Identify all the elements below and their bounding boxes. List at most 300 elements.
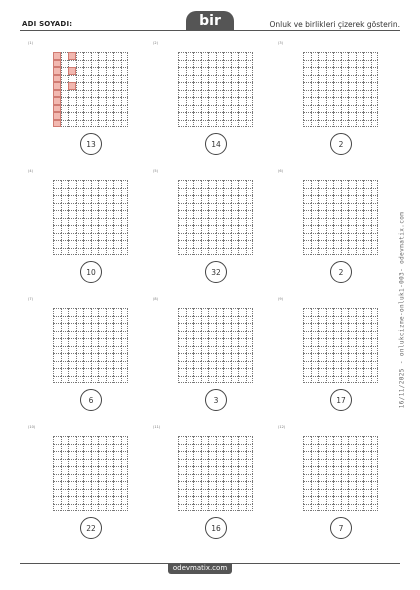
grid-cell[interactable] bbox=[238, 481, 246, 489]
grid-cell[interactable] bbox=[326, 316, 334, 324]
grid-cell[interactable] bbox=[83, 436, 91, 444]
grid-cell[interactable] bbox=[53, 188, 61, 196]
grid-cell[interactable] bbox=[348, 188, 356, 196]
grid-cell[interactable] bbox=[246, 368, 254, 376]
grid-cell[interactable] bbox=[193, 112, 201, 120]
grid-cell[interactable] bbox=[341, 316, 349, 324]
grid-cell[interactable] bbox=[68, 346, 76, 354]
grid-cell[interactable] bbox=[68, 97, 76, 105]
grid-cell[interactable] bbox=[356, 180, 364, 188]
grid-cell[interactable] bbox=[216, 466, 224, 474]
grid-cell[interactable] bbox=[238, 97, 246, 105]
grid-cell[interactable] bbox=[201, 451, 209, 459]
grid-cell[interactable] bbox=[303, 203, 311, 211]
grid-cell[interactable] bbox=[76, 466, 84, 474]
grid-cell[interactable] bbox=[53, 444, 61, 452]
grid-cell[interactable] bbox=[193, 82, 201, 90]
grid-cell[interactable] bbox=[201, 316, 209, 324]
grid-cell[interactable] bbox=[371, 75, 379, 83]
grid-cell[interactable] bbox=[106, 105, 114, 113]
grid-cell[interactable] bbox=[193, 210, 201, 218]
grid-cell[interactable] bbox=[91, 353, 99, 361]
grid-cell[interactable] bbox=[326, 436, 334, 444]
grid-cell[interactable] bbox=[186, 368, 194, 376]
grid-cell[interactable] bbox=[208, 459, 216, 467]
grid-cell[interactable] bbox=[91, 308, 99, 316]
grid-cell[interactable] bbox=[356, 195, 364, 203]
grid-cell[interactable] bbox=[113, 67, 121, 75]
grid-cell[interactable] bbox=[61, 331, 69, 339]
grid-cell[interactable] bbox=[341, 52, 349, 60]
grid-cell[interactable] bbox=[98, 308, 106, 316]
grid-cell[interactable] bbox=[201, 331, 209, 339]
grid-cell[interactable] bbox=[98, 112, 106, 120]
grid-cell[interactable] bbox=[238, 368, 246, 376]
grid-cell[interactable] bbox=[326, 97, 334, 105]
grid-cell[interactable] bbox=[83, 240, 91, 248]
grid-cell[interactable] bbox=[246, 504, 254, 512]
grid-cell[interactable] bbox=[216, 361, 224, 369]
grid-cell[interactable] bbox=[113, 346, 121, 354]
grid-cell[interactable] bbox=[223, 60, 231, 68]
grid-cell[interactable] bbox=[83, 481, 91, 489]
grid-cell[interactable] bbox=[318, 75, 326, 83]
grid-cell[interactable] bbox=[193, 52, 201, 60]
grid-cell[interactable] bbox=[363, 353, 371, 361]
grid-cell[interactable] bbox=[186, 225, 194, 233]
grid-cell[interactable] bbox=[61, 105, 69, 113]
grid-cell[interactable] bbox=[61, 180, 69, 188]
grid-cell[interactable] bbox=[348, 180, 356, 188]
grid-cell[interactable] bbox=[53, 112, 61, 120]
grid-cell[interactable] bbox=[311, 105, 319, 113]
grid-cell[interactable] bbox=[363, 203, 371, 211]
grid-cell[interactable] bbox=[91, 376, 99, 384]
grid-cell[interactable] bbox=[178, 218, 186, 226]
grid-cell[interactable] bbox=[106, 316, 114, 324]
grid-cell[interactable] bbox=[208, 248, 216, 256]
grid-cell[interactable] bbox=[208, 444, 216, 452]
grid-cell[interactable] bbox=[356, 353, 364, 361]
grid-cell[interactable] bbox=[326, 466, 334, 474]
grid-cell[interactable] bbox=[223, 82, 231, 90]
grid-cell[interactable] bbox=[53, 331, 61, 339]
grid-cell[interactable] bbox=[356, 52, 364, 60]
grid-cell[interactable] bbox=[201, 52, 209, 60]
grid-cell[interactable] bbox=[371, 474, 379, 482]
grid-cell[interactable] bbox=[68, 466, 76, 474]
grid-cell[interactable] bbox=[193, 225, 201, 233]
grid-cell[interactable] bbox=[193, 361, 201, 369]
grid-cell[interactable] bbox=[53, 308, 61, 316]
grid-cell[interactable] bbox=[246, 180, 254, 188]
grid-cell[interactable] bbox=[216, 504, 224, 512]
grid-cell[interactable] bbox=[201, 376, 209, 384]
grid-cell[interactable] bbox=[113, 248, 121, 256]
grid-cell[interactable] bbox=[208, 466, 216, 474]
grid-cell[interactable] bbox=[113, 188, 121, 196]
grid-cell[interactable] bbox=[98, 489, 106, 497]
grid-cell[interactable] bbox=[208, 112, 216, 120]
grid-cell[interactable] bbox=[98, 225, 106, 233]
grid-cell[interactable] bbox=[98, 346, 106, 354]
grid-cell[interactable] bbox=[83, 466, 91, 474]
grid-cell[interactable] bbox=[223, 496, 231, 504]
grid-cell[interactable] bbox=[178, 481, 186, 489]
grid-cell[interactable] bbox=[61, 316, 69, 324]
grid-cell[interactable] bbox=[318, 489, 326, 497]
grid-cell[interactable] bbox=[326, 105, 334, 113]
grid-cell[interactable] bbox=[178, 368, 186, 376]
grid-cell[interactable] bbox=[246, 203, 254, 211]
grid-cell[interactable] bbox=[348, 105, 356, 113]
grid-cell[interactable] bbox=[231, 52, 239, 60]
grid-cell[interactable] bbox=[311, 225, 319, 233]
grid-cell[interactable] bbox=[371, 60, 379, 68]
grid-cell[interactable] bbox=[91, 451, 99, 459]
grid-cell[interactable] bbox=[83, 105, 91, 113]
grid-cell[interactable] bbox=[53, 105, 61, 113]
ten-by-ten-grid[interactable] bbox=[53, 436, 128, 511]
grid-cell[interactable] bbox=[106, 361, 114, 369]
grid-cell[interactable] bbox=[121, 105, 129, 113]
grid-cell[interactable] bbox=[311, 316, 319, 324]
grid-cell[interactable] bbox=[341, 489, 349, 497]
grid-cell[interactable] bbox=[76, 203, 84, 211]
grid-cell[interactable] bbox=[113, 112, 121, 120]
grid-cell[interactable] bbox=[318, 323, 326, 331]
grid-cell[interactable] bbox=[371, 444, 379, 452]
grid-cell[interactable] bbox=[193, 451, 201, 459]
grid-cell[interactable] bbox=[113, 233, 121, 241]
grid-cell[interactable] bbox=[186, 346, 194, 354]
grid-cell[interactable] bbox=[83, 316, 91, 324]
grid-cell[interactable] bbox=[113, 451, 121, 459]
grid-cell[interactable] bbox=[216, 376, 224, 384]
grid-cell[interactable] bbox=[318, 67, 326, 75]
grid-cell[interactable] bbox=[53, 90, 61, 98]
grid-cell[interactable] bbox=[53, 481, 61, 489]
grid-cell[interactable] bbox=[61, 233, 69, 241]
grid-cell[interactable] bbox=[113, 203, 121, 211]
grid-cell[interactable] bbox=[231, 233, 239, 241]
grid-cell[interactable] bbox=[201, 323, 209, 331]
grid-cell[interactable] bbox=[318, 97, 326, 105]
grid-cell[interactable] bbox=[121, 308, 129, 316]
grid-cell[interactable] bbox=[91, 248, 99, 256]
grid-cell[interactable] bbox=[326, 90, 334, 98]
grid-cell[interactable] bbox=[83, 451, 91, 459]
grid-cell[interactable] bbox=[121, 451, 129, 459]
grid-cell[interactable] bbox=[246, 353, 254, 361]
grid-cell[interactable] bbox=[53, 504, 61, 512]
grid-cell[interactable] bbox=[61, 97, 69, 105]
grid-cell[interactable] bbox=[333, 52, 341, 60]
grid-cell[interactable] bbox=[61, 210, 69, 218]
grid-cell[interactable] bbox=[216, 195, 224, 203]
grid-cell[interactable] bbox=[303, 195, 311, 203]
grid-cell[interactable] bbox=[231, 361, 239, 369]
grid-cell[interactable] bbox=[61, 195, 69, 203]
grid-cell[interactable] bbox=[76, 368, 84, 376]
grid-cell[interactable] bbox=[193, 323, 201, 331]
grid-cell[interactable] bbox=[186, 60, 194, 68]
grid-cell[interactable] bbox=[178, 75, 186, 83]
grid-cell[interactable] bbox=[238, 60, 246, 68]
grid-cell[interactable] bbox=[216, 368, 224, 376]
grid-cell[interactable] bbox=[326, 233, 334, 241]
grid-cell[interactable] bbox=[61, 225, 69, 233]
grid-cell[interactable] bbox=[371, 436, 379, 444]
grid-cell[interactable] bbox=[91, 233, 99, 241]
grid-cell[interactable] bbox=[201, 474, 209, 482]
grid-cell[interactable] bbox=[83, 233, 91, 241]
grid-cell[interactable] bbox=[223, 240, 231, 248]
grid-cell[interactable] bbox=[223, 436, 231, 444]
grid-cell[interactable] bbox=[348, 346, 356, 354]
grid-cell[interactable] bbox=[98, 368, 106, 376]
grid-cell[interactable] bbox=[68, 368, 76, 376]
grid-cell[interactable] bbox=[246, 112, 254, 120]
grid-cell[interactable] bbox=[356, 82, 364, 90]
grid-cell[interactable] bbox=[223, 67, 231, 75]
grid-cell[interactable] bbox=[363, 346, 371, 354]
grid-cell[interactable] bbox=[303, 240, 311, 248]
grid-cell[interactable] bbox=[223, 120, 231, 128]
grid-cell[interactable] bbox=[121, 120, 129, 128]
grid-cell[interactable] bbox=[216, 444, 224, 452]
grid-cell[interactable] bbox=[106, 346, 114, 354]
grid-cell[interactable] bbox=[223, 52, 231, 60]
grid-cell[interactable] bbox=[121, 112, 129, 120]
grid-cell[interactable] bbox=[61, 481, 69, 489]
grid-cell[interactable] bbox=[363, 489, 371, 497]
grid-cell[interactable] bbox=[83, 248, 91, 256]
grid-cell[interactable] bbox=[238, 112, 246, 120]
grid-cell[interactable] bbox=[231, 67, 239, 75]
grid-cell[interactable] bbox=[121, 225, 129, 233]
grid-cell[interactable] bbox=[371, 112, 379, 120]
grid-cell[interactable] bbox=[216, 240, 224, 248]
grid-cell[interactable] bbox=[178, 120, 186, 128]
grid-cell[interactable] bbox=[238, 338, 246, 346]
grid-cell[interactable] bbox=[238, 75, 246, 83]
grid-cell[interactable] bbox=[178, 316, 186, 324]
grid-cell[interactable] bbox=[318, 82, 326, 90]
grid-cell[interactable] bbox=[238, 466, 246, 474]
grid-cell[interactable] bbox=[348, 218, 356, 226]
grid-cell[interactable] bbox=[68, 481, 76, 489]
grid-cell[interactable] bbox=[61, 444, 69, 452]
grid-cell[interactable] bbox=[208, 316, 216, 324]
grid-cell[interactable] bbox=[98, 361, 106, 369]
grid-cell[interactable] bbox=[178, 466, 186, 474]
grid-cell[interactable] bbox=[53, 233, 61, 241]
grid-cell[interactable] bbox=[341, 331, 349, 339]
grid-cell[interactable] bbox=[326, 240, 334, 248]
grid-cell[interactable] bbox=[98, 376, 106, 384]
grid-cell[interactable] bbox=[178, 346, 186, 354]
grid-cell[interactable] bbox=[61, 112, 69, 120]
grid-cell[interactable] bbox=[303, 353, 311, 361]
grid-cell[interactable] bbox=[311, 331, 319, 339]
grid-cell[interactable] bbox=[91, 105, 99, 113]
grid-cell[interactable] bbox=[223, 338, 231, 346]
grid-cell[interactable] bbox=[61, 504, 69, 512]
grid-cell[interactable] bbox=[53, 120, 61, 128]
grid-cell[interactable] bbox=[178, 444, 186, 452]
grid-cell[interactable] bbox=[178, 188, 186, 196]
grid-cell[interactable] bbox=[246, 75, 254, 83]
grid-cell[interactable] bbox=[83, 338, 91, 346]
grid-cell[interactable] bbox=[61, 368, 69, 376]
grid-cell[interactable] bbox=[223, 97, 231, 105]
grid-cell[interactable] bbox=[98, 105, 106, 113]
grid-cell[interactable] bbox=[193, 218, 201, 226]
grid-cell[interactable] bbox=[356, 346, 364, 354]
grid-cell[interactable] bbox=[91, 180, 99, 188]
grid-cell[interactable] bbox=[186, 180, 194, 188]
grid-cell[interactable] bbox=[223, 323, 231, 331]
grid-cell[interactable] bbox=[238, 376, 246, 384]
grid-cell[interactable] bbox=[223, 210, 231, 218]
grid-cell[interactable] bbox=[178, 308, 186, 316]
grid-cell[interactable] bbox=[356, 474, 364, 482]
grid-cell[interactable] bbox=[83, 210, 91, 218]
grid-cell[interactable] bbox=[238, 105, 246, 113]
grid-cell[interactable] bbox=[311, 67, 319, 75]
grid-cell[interactable] bbox=[91, 240, 99, 248]
grid-cell[interactable] bbox=[333, 188, 341, 196]
grid-cell[interactable] bbox=[303, 481, 311, 489]
grid-cell[interactable] bbox=[186, 75, 194, 83]
grid-cell[interactable] bbox=[341, 240, 349, 248]
grid-cell[interactable] bbox=[363, 368, 371, 376]
grid-cell[interactable] bbox=[341, 195, 349, 203]
grid-cell[interactable] bbox=[98, 52, 106, 60]
grid-cell[interactable] bbox=[83, 180, 91, 188]
grid-cell[interactable] bbox=[303, 75, 311, 83]
grid-cell[interactable] bbox=[106, 82, 114, 90]
grid-cell[interactable] bbox=[246, 451, 254, 459]
grid-cell[interactable] bbox=[238, 248, 246, 256]
grid-cell[interactable] bbox=[326, 195, 334, 203]
grid-cell[interactable] bbox=[311, 218, 319, 226]
grid-cell[interactable] bbox=[326, 67, 334, 75]
grid-cell[interactable] bbox=[83, 489, 91, 497]
grid-cell[interactable] bbox=[326, 496, 334, 504]
grid-cell[interactable] bbox=[61, 436, 69, 444]
grid-cell[interactable] bbox=[201, 105, 209, 113]
grid-cell[interactable] bbox=[106, 240, 114, 248]
grid-cell[interactable] bbox=[121, 203, 129, 211]
grid-cell[interactable] bbox=[356, 308, 364, 316]
grid-cell[interactable] bbox=[246, 496, 254, 504]
grid-cell[interactable] bbox=[371, 361, 379, 369]
grid-cell[interactable] bbox=[216, 308, 224, 316]
grid-cell[interactable] bbox=[91, 52, 99, 60]
grid-cell[interactable] bbox=[341, 308, 349, 316]
grid-cell[interactable] bbox=[201, 504, 209, 512]
grid-cell[interactable] bbox=[311, 188, 319, 196]
grid-cell[interactable] bbox=[333, 466, 341, 474]
grid-cell[interactable] bbox=[341, 67, 349, 75]
grid-cell[interactable] bbox=[326, 353, 334, 361]
grid-cell[interactable] bbox=[113, 496, 121, 504]
grid-cell[interactable] bbox=[76, 60, 84, 68]
grid-cell[interactable] bbox=[246, 97, 254, 105]
grid-cell[interactable] bbox=[121, 210, 129, 218]
grid-cell[interactable] bbox=[208, 481, 216, 489]
grid-cell[interactable] bbox=[98, 316, 106, 324]
grid-cell[interactable] bbox=[341, 376, 349, 384]
grid-cell[interactable] bbox=[91, 316, 99, 324]
grid-cell[interactable] bbox=[68, 225, 76, 233]
grid-cell[interactable] bbox=[106, 248, 114, 256]
grid-cell[interactable] bbox=[348, 97, 356, 105]
grid-cell[interactable] bbox=[356, 67, 364, 75]
grid-cell[interactable] bbox=[231, 120, 239, 128]
grid-cell[interactable] bbox=[121, 90, 129, 98]
grid-cell[interactable] bbox=[348, 444, 356, 452]
ten-by-ten-grid[interactable] bbox=[178, 436, 253, 511]
grid-cell[interactable] bbox=[318, 459, 326, 467]
grid-cell[interactable] bbox=[246, 346, 254, 354]
grid-cell[interactable] bbox=[83, 188, 91, 196]
grid-cell[interactable] bbox=[208, 240, 216, 248]
grid-cell[interactable] bbox=[303, 225, 311, 233]
grid-cell[interactable] bbox=[91, 489, 99, 497]
grid-cell[interactable] bbox=[371, 459, 379, 467]
grid-cell[interactable] bbox=[201, 361, 209, 369]
grid-cell[interactable] bbox=[326, 331, 334, 339]
grid-cell[interactable] bbox=[363, 316, 371, 324]
grid-cell[interactable] bbox=[303, 90, 311, 98]
grid-cell[interactable] bbox=[208, 331, 216, 339]
grid-cell[interactable] bbox=[61, 203, 69, 211]
grid-cell[interactable] bbox=[113, 459, 121, 467]
grid-cell[interactable] bbox=[348, 481, 356, 489]
grid-cell[interactable] bbox=[106, 52, 114, 60]
grid-cell[interactable] bbox=[246, 120, 254, 128]
grid-cell[interactable] bbox=[98, 82, 106, 90]
grid-cell[interactable] bbox=[356, 240, 364, 248]
grid-cell[interactable] bbox=[341, 112, 349, 120]
grid-cell[interactable] bbox=[91, 436, 99, 444]
grid-cell[interactable] bbox=[216, 67, 224, 75]
grid-cell[interactable] bbox=[106, 195, 114, 203]
grid-cell[interactable] bbox=[356, 504, 364, 512]
grid-cell[interactable] bbox=[201, 338, 209, 346]
grid-cell[interactable] bbox=[356, 90, 364, 98]
grid-cell[interactable] bbox=[68, 112, 76, 120]
grid-cell[interactable] bbox=[68, 240, 76, 248]
grid-cell[interactable] bbox=[91, 97, 99, 105]
grid-cell[interactable] bbox=[216, 180, 224, 188]
grid-cell[interactable] bbox=[121, 195, 129, 203]
grid-cell[interactable] bbox=[53, 195, 61, 203]
grid-cell[interactable] bbox=[83, 75, 91, 83]
grid-cell[interactable] bbox=[208, 346, 216, 354]
grid-cell[interactable] bbox=[326, 188, 334, 196]
grid-cell[interactable] bbox=[326, 361, 334, 369]
grid-cell[interactable] bbox=[201, 240, 209, 248]
grid-cell[interactable] bbox=[68, 459, 76, 467]
grid-cell[interactable] bbox=[303, 105, 311, 113]
grid-cell[interactable] bbox=[356, 60, 364, 68]
grid-cell[interactable] bbox=[83, 504, 91, 512]
grid-cell[interactable] bbox=[53, 316, 61, 324]
